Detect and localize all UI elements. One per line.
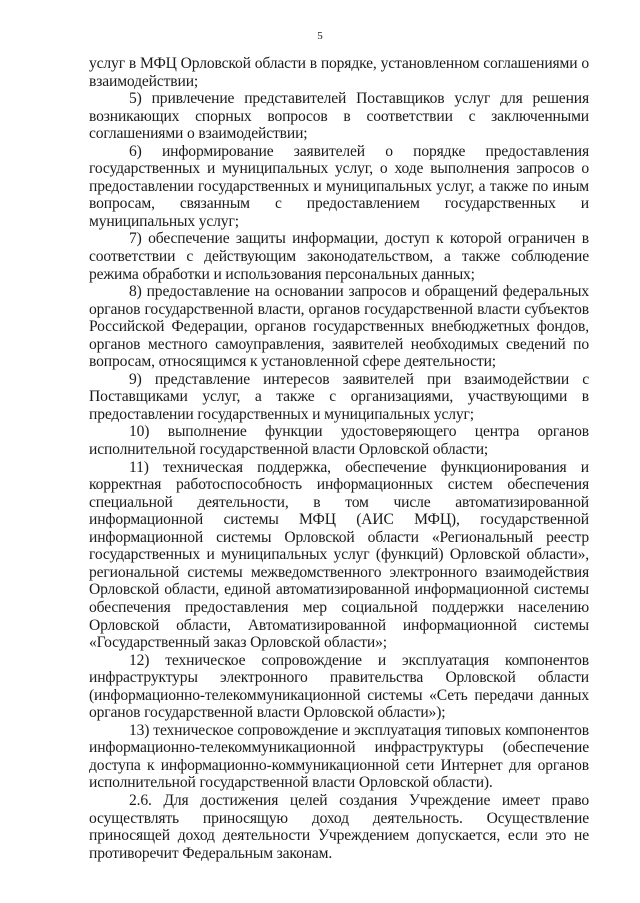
paragraph-item-6: 6) информирование заявителей о порядке предоставления государственных и муниципальных услуг, о ходе выполнения запросов о предоставлении государственных и муниципальных услуг, а также по иным вопросам, связанным с предоставлением государственных и муниципальных услуг; [89,142,589,230]
document-body [89,55,589,862]
paragraph-item-9: 9) представление интересов заявителей при взаимодействии с Поставщиками услуг, а также с организациями, участвующими в предоставлении государственных и муниципальных услуг; [89,370,589,423]
paragraph-item-10: 10) выполнение функции удостоверяющего центра органов исполнительной государственной власти Орловской области; [89,423,589,459]
paragraph-item-12: 12) техническое сопровождение и эксплуатация компонентов инфраструктуры электронного правительства Орловской области (информационно-телекоммуникационной системы «Сеть передачи данных органов государственной власти Орловской области»); [89,651,589,722]
page-number: 5 [317,30,323,42]
paragraph-item-11: 11) техническая поддержка, обеспечение функционирования и корректная работоспособность информационных систем обеспечения специальной деятельности, в том числе автоматизированной информационной системы МФЦ (АИС МФЦ), государственной информационной системы Орловской области «Региональный реестр государственных и муниципальных услуг (функций) Орловской области», региональной системы межведомственного электронного взаимодействия Орловской области, единой автоматизированной информационной системы обеспечения предоставления мер социальной поддержки населению Орловской области, Автоматизированной информационной системы «Государственный заказ Орловской области»; [89,458,589,652]
paragraph-item-13: 13) техническое сопровождение и эксплуатация типовых компонентов информационно-телекоммуникационной инфраструктуры (обеспечение доступа к информационно-коммуникационной сети Интернет для органов исполнительной государственной власти Орловской области). [89,721,589,792]
paragraph-item-7: 7) обеспечение защиты информации, доступ к которой ограничен в соответствии с действующим законодательством, а также соблюдение режима обработки и использования персональных данных; [89,230,589,283]
paragraph-continuation: услуг в МФЦ Орловской области в порядке, установленном соглашениями о взаимодействии; [89,55,589,90]
paragraph-section-2-6: 2.6. Для достижения целей создания Учреждение имеет право осуществлять приносящую доход деятельность. Осуществление приносящей доход деятельности Учреждением допускается, если это не противоречит Федеральным законам. [89,791,589,862]
paragraph-item-8: 8) предоставление на основании запросов и обращений федеральных органов государственной власти, органов государственной власти субъектов Российской Федерации, органов государственных внебюджетных фондов, органов местного самоуправления, заявителей необходимых сведений по вопросам, относящимся к установленной сфере деятельности; [89,283,589,371]
paragraph-item-5: 5) привлечение представителей Поставщиков услуг для решения возникающих спорных вопросов в соответствии с заключенными соглашениями о взаимодействии; [89,90,589,143]
